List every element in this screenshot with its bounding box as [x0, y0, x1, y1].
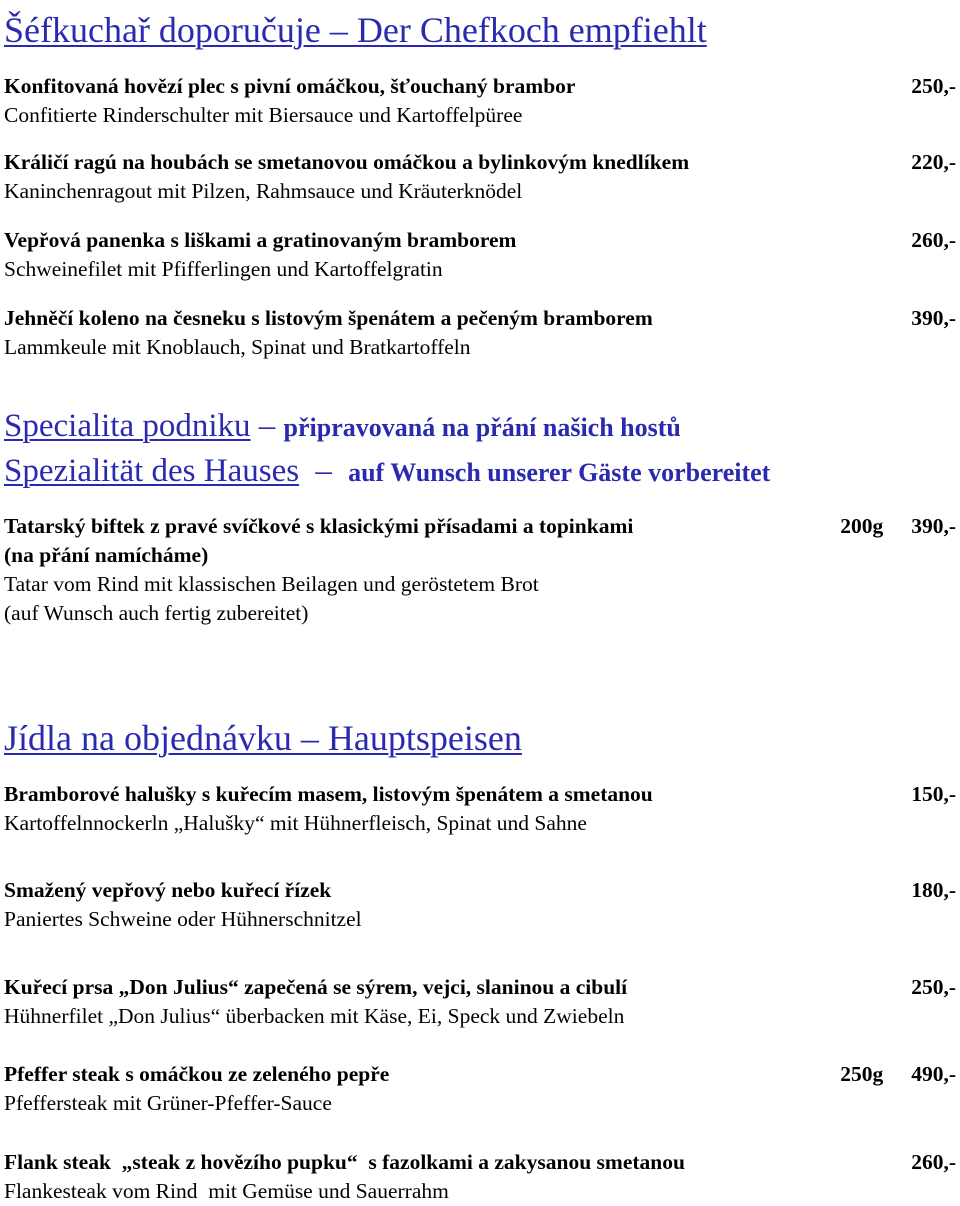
menu-item: [4, 1148, 956, 1206]
menu-item: [4, 780, 956, 838]
dish-name-cz: Bramborové halušky s kuřecím masem, listovým špenátem a smetanou: [4, 782, 653, 806]
dish-name-de: Paniertes Schweine oder Hühnerschnitzel: [4, 907, 362, 931]
section-subtitle: auf Wunsch unserer Gäste vorbereitet: [348, 458, 771, 487]
dish-name-de: Kartoffelnnockerln „Halušky“ mit Hühnerfleisch, Spinat und Sahne: [4, 811, 587, 835]
dish-name-de: Tatar vom Rind mit klassischen Beilagen und geröstetem Brot: [4, 572, 539, 596]
menu-item: [4, 973, 956, 1031]
section-subtitle: připravovaná na přání našich hostů: [283, 413, 681, 442]
dish-note-cz: (na přání namícháme): [4, 543, 209, 567]
dish-name-cz: Konfitovaná hovězí plec s pivní omáčkou, šťouchaný brambor: [4, 74, 576, 98]
menu-item: [4, 72, 956, 130]
menu-item: [4, 226, 956, 284]
menu-item: [4, 148, 956, 206]
title-dash: –: [258, 408, 276, 444]
dish-name-cz: Smažený vepřový nebo kuřecí řízek: [4, 878, 332, 902]
section-title-text: Šéfkuchař doporučuje – Der Chefkoch empfiehlt: [4, 10, 707, 50]
price: 260,-: [911, 1150, 956, 1174]
weight-price: [840, 512, 956, 541]
dish-name-cz: Pfeffer steak s omáčkou ze zeleného pepře: [4, 1062, 390, 1086]
section-title-text: Jídla na objednávku – Hauptspeisen: [4, 718, 522, 758]
dish-name-cz: Flank steak „steak z hovězího pupku“ s fazolkami a zakysanou smetanou: [4, 1150, 685, 1174]
dish-note-de: (auf Wunsch auch fertig zubereitet): [4, 601, 309, 625]
dish-name-de: Pfeffersteak mit Grüner-Pfeffer-Sauce: [4, 1091, 332, 1115]
section-title-house-specialty-de: [4, 455, 770, 488]
dish-name-cz: Jehněčí koleno na česneku s listovým špenátem a pečeným bramborem: [4, 306, 653, 330]
dish-name-de: Schweinefilet mit Pfifferlingen und Kartoffelgratin: [4, 257, 443, 281]
price: 490,-: [911, 1062, 956, 1086]
title-dash: –: [315, 453, 332, 489]
price: 390,-: [911, 514, 956, 538]
price: 250,-: [911, 975, 956, 999]
price: 220,-: [911, 150, 956, 174]
menu-item: [4, 1060, 956, 1118]
menu-item: [4, 876, 956, 934]
section-title-text: Spezialität des Hauses: [4, 453, 300, 489]
price: 150,-: [911, 782, 956, 806]
dish-name-de: Flankesteak vom Rind mit Gemüse und Sauerrahm: [4, 1179, 449, 1203]
price: 260,-: [911, 228, 956, 252]
dish-name-cz: Tatarský biftek z pravé svíčkové s klasickými přísadami a topinkami: [4, 514, 634, 538]
weight: 250g: [840, 1062, 884, 1086]
weight-price: [840, 1060, 956, 1089]
dish-name-cz: Králičí ragú na houbách se smetanovou omáčkou a bylinkovým knedlíkem: [4, 150, 690, 174]
dish-name-cz: Vepřová panenka s liškami a gratinovaným bramborem: [4, 228, 517, 252]
menu-item: [4, 304, 956, 362]
section-title-main-courses: [4, 720, 522, 756]
section-title-house-specialty-cz: [4, 410, 681, 443]
price: 390,-: [911, 306, 956, 330]
menu-item: [4, 512, 956, 628]
dish-name-de: Hühnerfilet „Don Julius“ überbacken mit Käse, Ei, Speck und Zwiebeln: [4, 1004, 625, 1028]
dish-name-de: Lammkeule mit Knoblauch, Spinat und Bratkartoffeln: [4, 335, 471, 359]
price: 180,-: [911, 878, 956, 902]
weight: 200g: [840, 514, 884, 538]
dish-name-de: Kaninchenragout mit Pilzen, Rahmsauce und Kräuterknödel: [4, 179, 523, 203]
dish-name-de: Confitierte Rinderschulter mit Biersauce und Kartoffelpüree: [4, 103, 523, 127]
dish-name-cz: Kuřecí prsa „Don Julius“ zapečená se sýrem, vejci, slaninou a cibulí: [4, 975, 628, 999]
section-title-chef-recommends: [4, 12, 707, 48]
section-title-text: Specialita podniku: [4, 408, 251, 444]
price: 250,-: [911, 74, 956, 98]
